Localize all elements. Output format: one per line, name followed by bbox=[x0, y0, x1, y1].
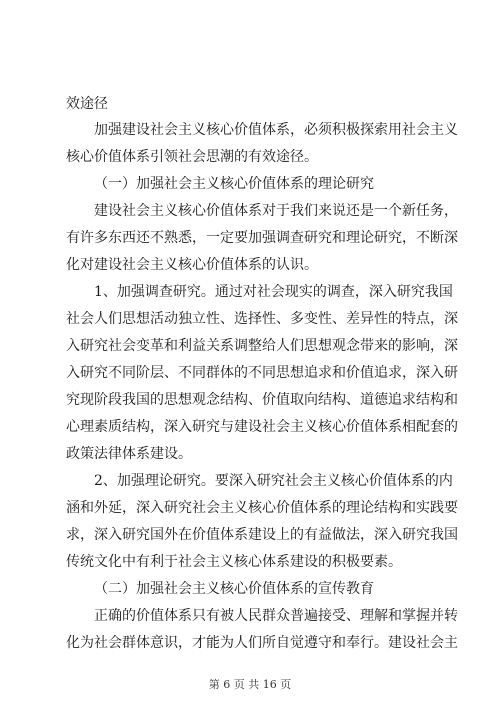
text-line: 传统文化中有利于社会主义核心体系建设的积极要素。 bbox=[66, 554, 402, 570]
text-line: 心理素质结构，深入研究与建设社会主义核心价值体系相配套的 bbox=[66, 419, 458, 435]
text-line: 究现阶段我国的思想观念结构、价值取向结构、道德追求结构和 bbox=[66, 392, 458, 408]
paragraph-first-line: 加强建设社会主义核心价值体系，必须积极探索用社会主义 bbox=[94, 122, 458, 138]
text-line: 社会人们思想活动独立性、选择性、多变性、差异性的特点，深 bbox=[66, 311, 458, 327]
section-heading: （二）加强社会主义核心价值体系的宣传教育 bbox=[94, 581, 374, 597]
text-line: 化对建设社会主义核心价值体系的认识。 bbox=[66, 257, 318, 273]
paragraph-first-line: 建设社会主义核心价值体系对于我们来说还是一个新任务， bbox=[94, 203, 458, 219]
section-heading: （一）加强社会主义核心价值体系的理论研究 bbox=[94, 176, 374, 192]
paragraph-first-line: 1、加强调查研究。通过对社会现实的调查，深入研究我国 bbox=[94, 284, 453, 300]
page-footer: 第 6 页 共 16 页 bbox=[208, 678, 292, 691]
paragraph-first-line: 2、加强理论研究。要深入研究社会主义核心价值体系的内 bbox=[94, 473, 453, 489]
text-line: 效途径 bbox=[66, 96, 108, 112]
text-line: 入研究社会变革和利益关系调整给人们思想观念带来的影响，深 bbox=[66, 338, 458, 354]
text-line: 化为社会群体意识，才能为人们所自觉遵守和奉行。建设社会主 bbox=[66, 635, 458, 651]
text-line: 求，深入研究国外在价值体系建设上的有益做法，深入研究我国 bbox=[66, 527, 458, 543]
text-line: 涵和外延，深入研究社会主义核心价值体系的理论结构和实践要 bbox=[66, 500, 458, 516]
paragraph-first-line: 正确的价值体系只有被人民群众普遍接受、理解和掌握并转 bbox=[94, 608, 458, 624]
text-line: 入研究不同阶层、不同群体的不同思想追求和价值追求，深入研 bbox=[66, 365, 458, 381]
text-line: 政策法律体系建设。 bbox=[66, 446, 192, 462]
text-line: 有许多东西还不熟悉，一定要加强调查研究和理论研究，不断深 bbox=[66, 230, 458, 246]
text-line: 核心价值体系引领社会思潮的有效途径。 bbox=[66, 149, 318, 165]
